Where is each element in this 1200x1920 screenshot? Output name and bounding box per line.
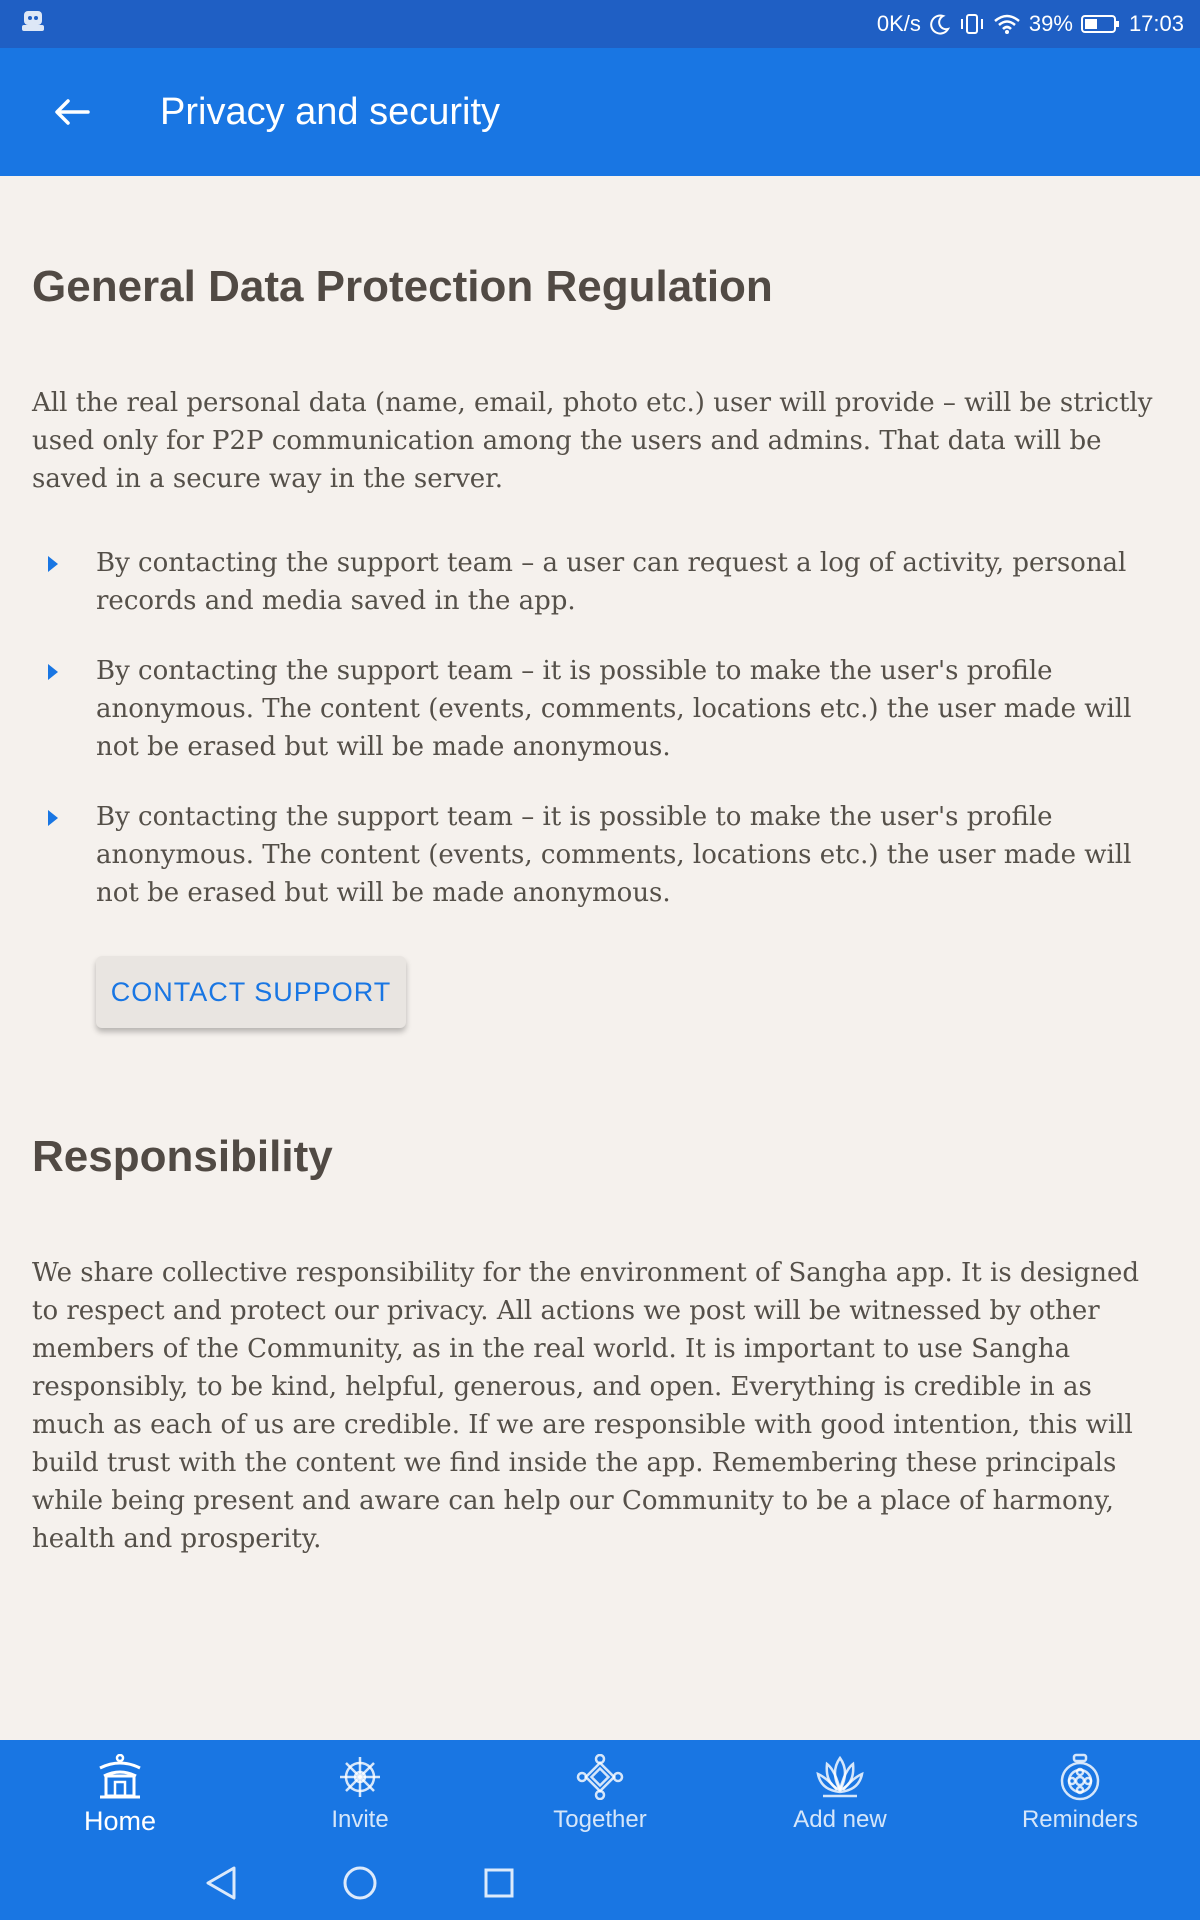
gdpr-bullet-list (32, 544, 1168, 944)
bottom-nav (0, 1740, 1200, 1920)
circle-home-icon (341, 1864, 379, 1902)
battery-icon (1081, 14, 1121, 34)
square-recents-icon (482, 1864, 516, 1902)
system-home-button[interactable] (341, 1864, 379, 1907)
list-item (32, 652, 1168, 766)
responsibility-paragraph: We share collective responsibility for the environment of Sangha app. It is designed to respect and protect our privacy. All actions we post will be witnessed by other members of the Community, as in the real world. It is important to use Sangha responsibly, to be kind, helpful, generous, and open. Everything is credible in as much as each of us are credible. If we are responsible with good intention, this will build trust with the content we find inside the app. Remembering these principals while being present and aware can help our Community to be a place of harmony, health and prosperity. (32, 1258, 1140, 1554)
lotus-icon (815, 1752, 865, 1802)
battery-percent: 39% (1028, 11, 1073, 36)
status-bar (0, 0, 1200, 48)
dharma-wheel-icon (335, 1752, 385, 1802)
triangle-right-icon (48, 810, 58, 826)
wifi-icon (993, 13, 1021, 35)
nav-invite[interactable] (240, 1740, 480, 1850)
clock: 17:03 (1128, 11, 1184, 36)
gdpr-paragraph: All the real personal data (name, email, photo etc.) user will provide – will be strictly used only for P2P communication among the users and admins. That data will be saved in a secure way in the server. (32, 388, 1153, 494)
triangle-right-icon (48, 664, 58, 680)
nav-label: Reminders (1021, 1806, 1139, 1833)
page-title: Privacy and security (160, 90, 501, 133)
bullet-text: By contacting the support team – it is possible to make the user's profile anonymous. The content (events, comments, locations etc.) the user made will not be erased but will be made anonymous. (96, 656, 1132, 762)
medallion-icon (1055, 1752, 1105, 1802)
list-item (32, 798, 1168, 912)
system-recents-button[interactable] (482, 1864, 516, 1907)
nav-label: Together (553, 1806, 647, 1833)
nav-label: Add new (793, 1806, 887, 1833)
system-back-button[interactable] (204, 1864, 238, 1907)
nav-label: Invite (331, 1806, 389, 1833)
list-item (32, 544, 1168, 620)
bullet-text: By contacting the support team – it is possible to make the user's profile anonymous. The content (events, comments, locations etc.) the user made will not be erased but will be made anonymous. (96, 802, 1132, 908)
vibrate-icon (959, 13, 985, 35)
contact-support-button[interactable]: CONTACT SUPPORT (96, 956, 406, 1028)
triangle-back-icon (204, 1864, 238, 1902)
nav-label: Home (83, 1806, 157, 1836)
system-nav-bar (0, 1850, 1200, 1920)
status-indicators (877, 11, 1184, 37)
triangle-right-icon (48, 556, 58, 572)
gdpr-title: General Data Protection Regulation (32, 262, 773, 311)
nav-reminders[interactable] (960, 1740, 1200, 1850)
back-button[interactable] (32, 72, 112, 152)
app-bar (0, 48, 1200, 176)
bullet-text: By contacting the support team – a user can request a log of activity, personal records and media saved in the app. (96, 548, 1127, 616)
nav-home[interactable] (0, 1740, 240, 1850)
nav-add-new[interactable] (720, 1740, 960, 1850)
arrow-left-icon (54, 98, 90, 126)
temple-icon (95, 1752, 145, 1802)
endless-knot-icon (575, 1752, 625, 1802)
net-speed: 0K/s (876, 11, 921, 36)
nav-together[interactable] (480, 1740, 720, 1850)
responsibility-title: Responsibility (32, 1132, 333, 1181)
moon-icon (929, 13, 951, 35)
notification-icon (20, 9, 46, 39)
